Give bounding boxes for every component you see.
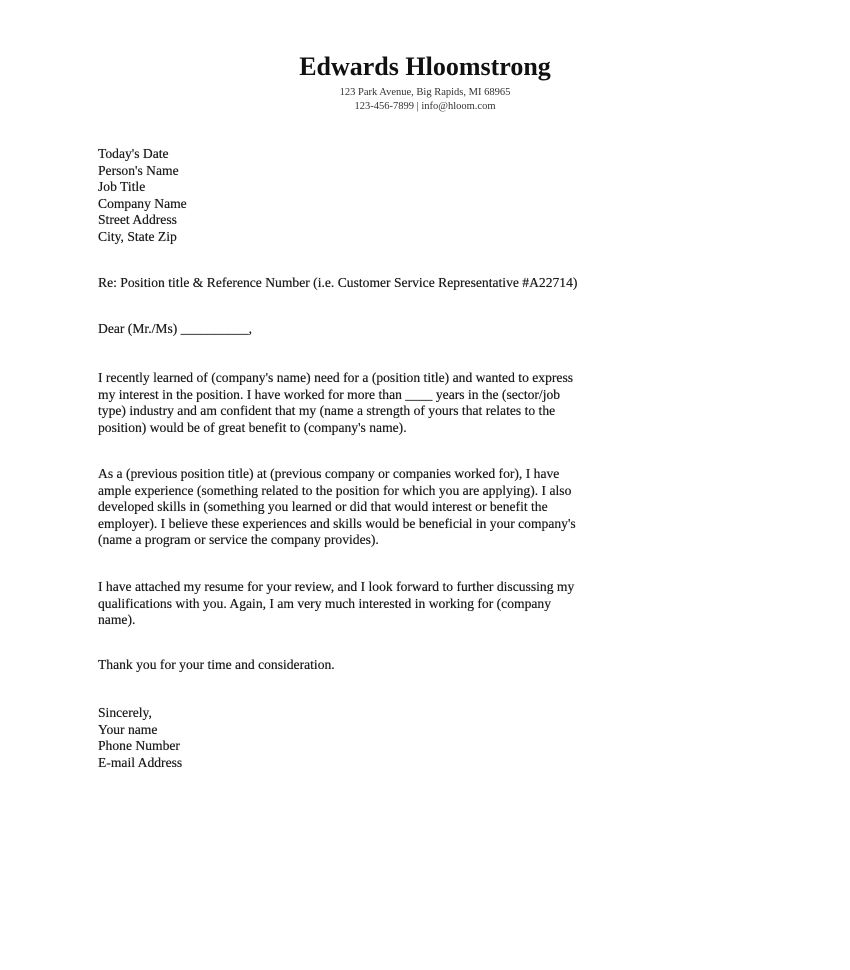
- sender-contact: 123-456-7899 | info@hloom.com: [354, 101, 496, 112]
- paragraph-1: [98, 370, 573, 436]
- closing-email: E-mail Address: [98, 754, 183, 770]
- closing-phone: Phone Number: [98, 738, 180, 754]
- paragraph-line: qualifications with you. Again, I am very much interested in working for (company: [98, 595, 552, 611]
- paragraph-3: [98, 579, 574, 629]
- paragraph-line: developed skills in (something you learned or did that would interest or benefit the: [98, 499, 548, 515]
- paragraph-line: I have attached my resume for your review, and I look forward to further discussing my: [98, 579, 575, 594]
- paragraph-line: type) industry and am confident that my (name a strength of yours that relates to the: [98, 403, 556, 419]
- sender-name: Edwards Hloomstrong: [299, 52, 551, 81]
- recipient-block: [98, 146, 187, 246]
- closing-block: [98, 705, 182, 771]
- recipient-city: City, State Zip: [98, 228, 177, 244]
- recipient-date: Today's Date: [98, 146, 169, 161]
- paragraph-line: position) would be of great benefit to (company's name).: [98, 419, 407, 435]
- paragraph-line: employer). I believe these experiences and skills would be beneficial in your company's: [98, 515, 576, 531]
- recipient-street: Street Address: [98, 212, 177, 228]
- recipient-company: Company Name: [98, 195, 187, 211]
- paragraph-line: (name a program or service the company provides).: [98, 532, 379, 548]
- closing-name: Your name: [98, 721, 158, 737]
- closing-sincerely: Sincerely,: [98, 705, 152, 720]
- paragraph-line: As a (previous position title) at (previous company or companies worked for), I have: [98, 466, 560, 481]
- paragraph-line: ample experience (something related to the position for which you are applying). I also: [98, 482, 572, 498]
- paragraph-2: [98, 466, 576, 549]
- paragraph-line: name).: [98, 612, 136, 628]
- thanks-line: Thank you for your time and consideration.: [98, 657, 335, 672]
- recipient-person: Person's Name: [98, 162, 179, 178]
- sender-address: 123 Park Avenue, Big Rapids, MI 68965: [339, 87, 511, 98]
- recipient-job-title: Job Title: [98, 179, 146, 195]
- salutation: Dear (Mr./Ms) __________,: [98, 321, 253, 336]
- paragraph-line: my interest in the position. I have worked for more than ____ years in the (sector/job: [98, 386, 561, 402]
- paragraph-line: I recently learned of (company's name) need for a (position title) and wanted to express: [98, 370, 574, 385]
- re-line: Re: Position title & Reference Number (i.e. Customer Service Representative #A22714): [98, 275, 578, 290]
